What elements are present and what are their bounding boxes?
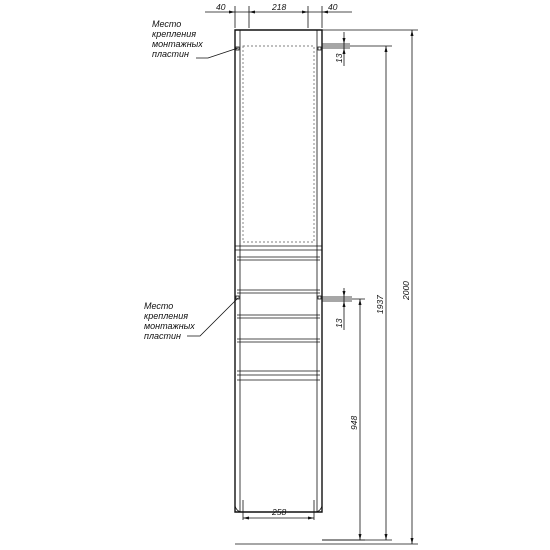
lower-offset-dimension xyxy=(322,288,352,330)
lower-height-dimension xyxy=(322,299,365,540)
dim-top-right: 40 xyxy=(328,2,338,12)
callout-upper xyxy=(152,19,238,59)
inner-height-dimension xyxy=(322,46,392,540)
bottom-width-dimension xyxy=(243,500,314,520)
callout-upper-line-3: монтажных xyxy=(152,39,203,49)
callout-upper-line-2: крепления xyxy=(152,29,197,39)
callout-lower-line-2: крепления xyxy=(144,311,189,321)
dim-lower-height: 948 xyxy=(349,415,359,430)
callout-upper-line-1: Место xyxy=(152,19,182,29)
mounting-plate-lower xyxy=(236,296,321,299)
upper-offset-dimension xyxy=(322,32,350,66)
callout-lower-line-3: монтажных xyxy=(144,321,195,331)
dim-inner-height: 1937 xyxy=(375,295,385,314)
cabinet-body xyxy=(235,30,322,512)
dim-bottom-width: 258 xyxy=(272,507,287,517)
dim-lower-offset: 13 xyxy=(334,318,344,328)
shelves xyxy=(235,246,322,380)
callout-lower xyxy=(144,298,238,341)
dim-top-inner: 218 xyxy=(272,2,287,12)
callout-upper-line-4: пластин xyxy=(152,49,189,59)
upper-door-outline xyxy=(243,46,314,242)
top-width-dimension xyxy=(205,2,352,28)
callout-lower-line-1: Место xyxy=(144,301,174,311)
mounting-plate-upper xyxy=(236,47,321,50)
total-height-dimension xyxy=(235,30,418,544)
dim-upper-offset: 13 xyxy=(334,53,344,63)
dim-top-left: 40 xyxy=(216,2,226,12)
dim-total-height: 2000 xyxy=(401,281,411,300)
callout-lower-line-4: пластин xyxy=(144,331,181,341)
